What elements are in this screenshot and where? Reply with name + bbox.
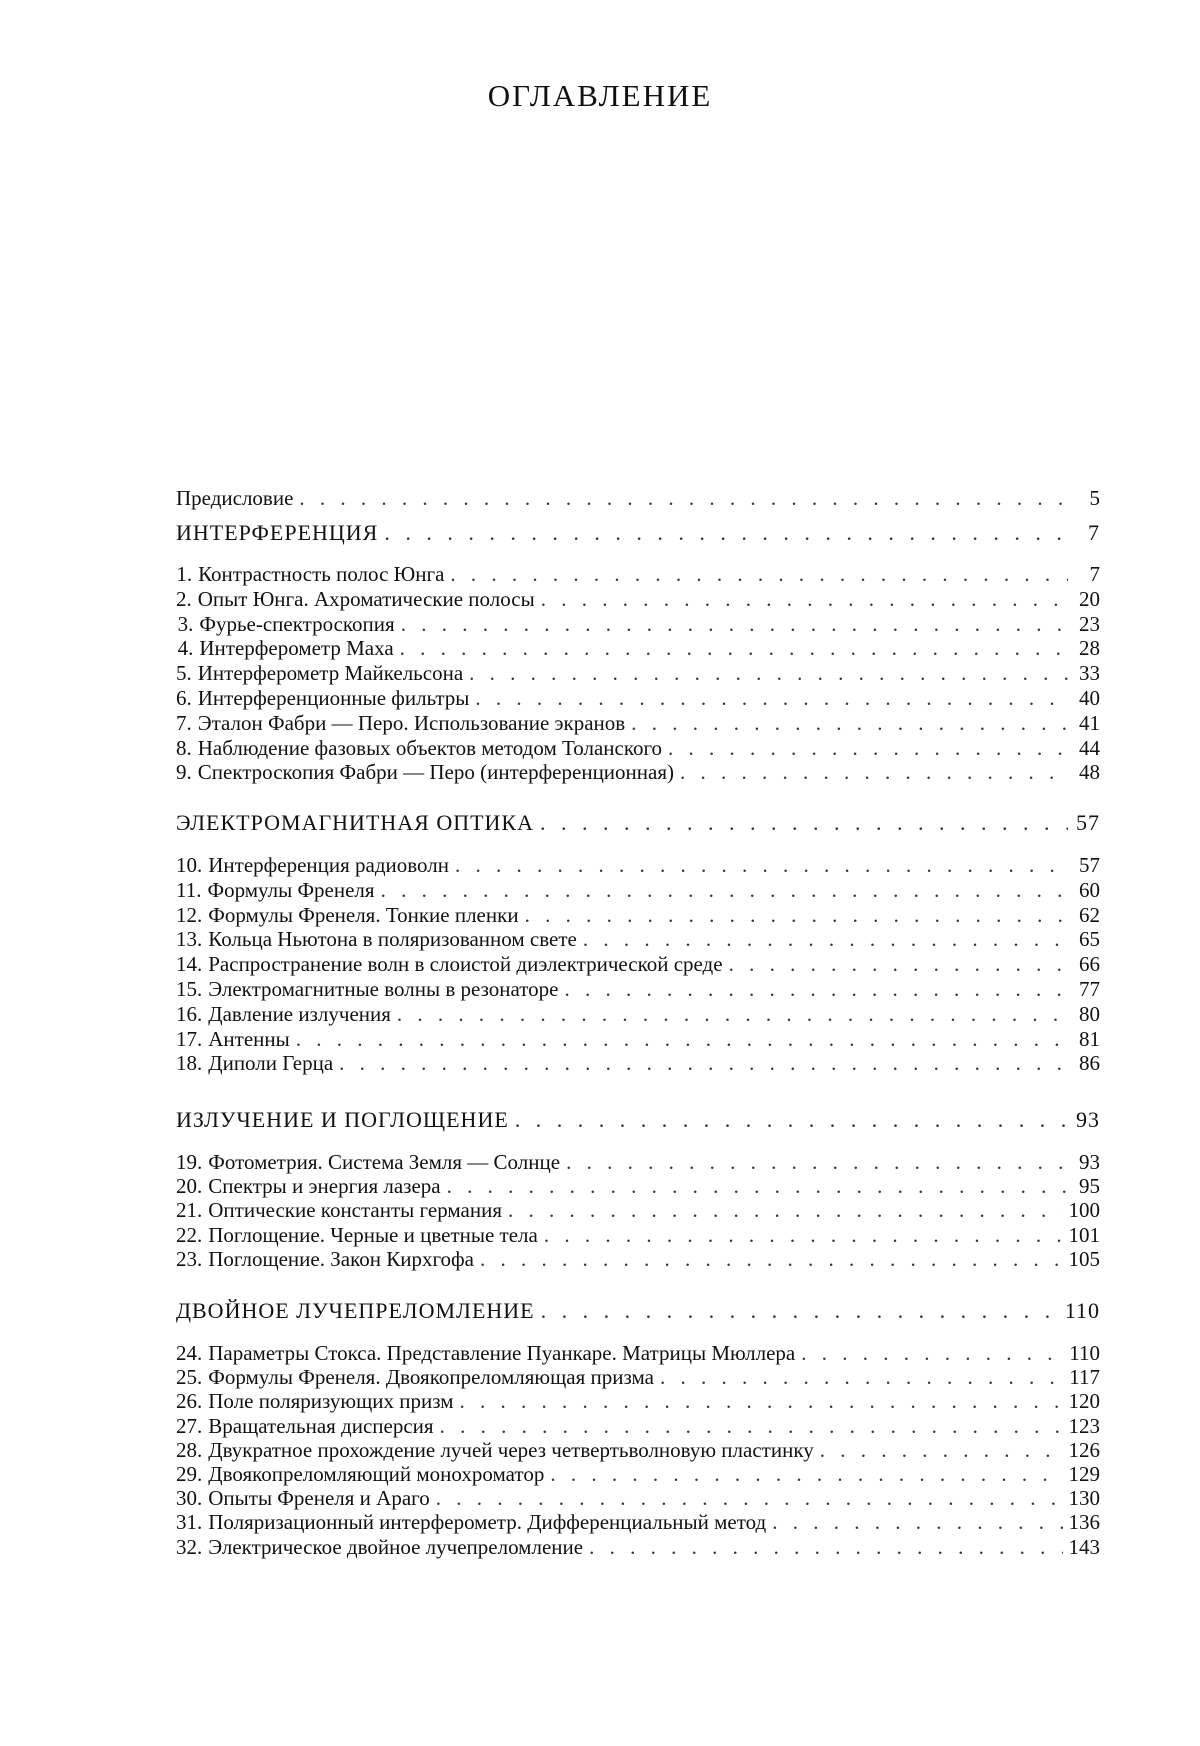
toc-entry[interactable] (176, 611, 1100, 637)
toc-entry[interactable] (176, 1050, 1100, 1076)
page-number: 130 (1068, 1486, 1100, 1510)
toc-entry-label: Давление излучения (208, 1002, 391, 1026)
page-number: 65 (1079, 927, 1100, 951)
page-title: ОГЛАВЛЕНИЕ (487, 78, 713, 113)
toc-entry[interactable] (176, 1197, 1100, 1223)
toc-entry[interactable] (176, 1364, 1100, 1390)
toc-entry-label: Эталон Фабри — Перо. Использование экранов (197, 711, 626, 735)
dot-leader (583, 926, 1068, 952)
dot-leader (299, 485, 1068, 511)
toc-entry-number: 3. (177, 612, 194, 636)
toc-entry-label: Интерференционные фильтры (197, 686, 470, 710)
toc-entry-label: Опыты Френеля и Араго (208, 1486, 430, 1510)
toc-entry-number: 18. (176, 1051, 203, 1075)
page-number: 57 (1076, 810, 1100, 835)
toc-entry-number: 30. (176, 1486, 203, 1510)
toc-entry-label: Распространение волн в слоистой диэлектрической среде (208, 952, 723, 976)
dot-leader (772, 1509, 1062, 1535)
toc-entry-number: 5. (176, 661, 192, 685)
toc-entry-number: 27. (176, 1414, 203, 1438)
toc-entry-label: Поляризационный интерферометр. Дифференциальный метод (208, 1510, 767, 1534)
dot-leader (455, 852, 1068, 878)
page-number: 62 (1079, 903, 1100, 927)
toc-entry[interactable] (176, 951, 1100, 977)
toc-entry-label: Спектроскопия Фабри — Перо (интерференционная) (197, 760, 674, 784)
toc-entry[interactable] (176, 1413, 1100, 1439)
toc-entry[interactable] (176, 1461, 1100, 1487)
toc-entry-label: Вращательная дисперсия (208, 1414, 434, 1438)
page-number: 101 (1068, 1223, 1100, 1247)
toc-entry-label: Предисловие (176, 486, 294, 510)
toc-entry-number: 13. (176, 927, 203, 951)
dot-leader (820, 1437, 1063, 1463)
toc-entry-number: 9. (176, 760, 192, 784)
page-number: 44 (1079, 736, 1100, 760)
toc-entry[interactable] (176, 759, 1100, 785)
dot-leader (296, 1026, 1068, 1052)
section-title: ИЗЛУЧЕНИЕ И ПОГЛОЩЕНИЕ (176, 1107, 509, 1132)
dot-leader (475, 685, 1068, 711)
page-number: 120 (1068, 1389, 1100, 1413)
section-title: ИНТЕРФЕРЕНЦИЯ (176, 520, 379, 545)
page-number: 20 (1079, 587, 1100, 611)
toc-entry[interactable] (176, 926, 1100, 952)
page-number: 48 (1079, 760, 1100, 784)
toc-entry-number: 1. (176, 562, 193, 586)
toc-entry-label: Электромагнитные волны в резонаторе (208, 977, 559, 1001)
page-number: 40 (1079, 686, 1100, 710)
toc-entry-number: 4. (177, 636, 194, 660)
toc-entry-label: Формулы Френеля (207, 878, 375, 902)
toc-entry[interactable] (176, 685, 1100, 711)
section-title: ЭЛЕКТРОМАГНИТНАЯ ОПТИКА (176, 810, 534, 835)
toc-entry[interactable] (176, 710, 1100, 736)
toc-entry-label: Оптические константы германия (208, 1198, 502, 1222)
toc-entry-label: Поглощение. Закон Кирхгофа (208, 1247, 474, 1271)
toc-entry-label: Поле поляризующих призм (208, 1389, 454, 1413)
toc-entry-label: Наблюдение фазовых объектов методом Толанского (197, 736, 663, 760)
dot-leader (384, 520, 1068, 546)
dot-leader (447, 1173, 1068, 1199)
dot-leader (541, 1298, 1059, 1324)
toc-entry-label: Интерференция радиоволн (208, 853, 449, 877)
page-number: 80 (1079, 1002, 1100, 1026)
toc-entry-preface[interactable] (176, 485, 1100, 511)
page-number: 95 (1079, 1174, 1100, 1198)
toc-entry-number: 7. (176, 711, 192, 735)
dot-leader (508, 1197, 1063, 1223)
toc-entry-number: 10. (176, 853, 203, 877)
toc-entry-label: Формулы Френеля. Тонкие пленки (208, 903, 519, 927)
toc-entry-number: 2. (176, 587, 192, 611)
toc-entry-number: 8. (176, 736, 192, 760)
page-number: 105 (1068, 1247, 1100, 1271)
page-number: 28 (1079, 636, 1100, 660)
toc-entry[interactable] (176, 660, 1100, 686)
toc-entry[interactable] (176, 586, 1100, 612)
toc-entry[interactable] (176, 902, 1100, 928)
toc-entry[interactable] (176, 1534, 1100, 1560)
dot-leader (801, 1340, 1063, 1366)
toc-entry[interactable] (176, 1246, 1100, 1272)
toc-entry-number: 25. (176, 1365, 203, 1389)
dot-leader (541, 586, 1068, 612)
dot-leader (400, 635, 1068, 661)
page-number: 33 (1079, 661, 1100, 685)
page-number: 129 (1068, 1462, 1100, 1486)
page-number: 100 (1068, 1198, 1100, 1222)
toc-entry-number: 17. (176, 1027, 203, 1051)
page-number: 77 (1079, 977, 1100, 1001)
toc-entry-number: 21. (176, 1198, 203, 1222)
toc-entry-number: 15. (176, 977, 203, 1001)
toc-section-heading[interactable] (176, 1298, 1100, 1324)
dot-leader (401, 611, 1068, 637)
toc-entry[interactable] (176, 1388, 1100, 1414)
page-number: 123 (1068, 1414, 1100, 1438)
toc-section-heading[interactable] (176, 810, 1100, 836)
toc-entry-number: 29. (176, 1462, 203, 1486)
toc-entry-number: 32. (176, 1535, 203, 1559)
toc-entry-number: 31. (176, 1510, 203, 1534)
dot-leader (525, 902, 1068, 928)
toc-entry-label: Интерферометр Маха (199, 636, 394, 660)
page-number: 93 (1076, 1107, 1100, 1132)
page-number: 143 (1068, 1535, 1100, 1559)
dot-leader (540, 810, 1068, 836)
page-number: 57 (1079, 853, 1100, 877)
section-title: ДВОЙНОЕ ЛУЧЕПРЕЛОМЛЕНИЕ (176, 1298, 535, 1323)
toc-entry[interactable] (176, 877, 1100, 903)
toc-entry-number: 12. (176, 903, 203, 927)
toc-entry[interactable] (176, 1149, 1100, 1175)
page-number: 93 (1079, 1150, 1100, 1174)
toc-entry-number: 22. (176, 1223, 203, 1247)
toc-entry-label: Двукратное прохождение лучей через четвертьволновую пластинку (208, 1438, 814, 1462)
toc-entry-label: Формулы Френеля. Двоякопреломляющая призма (208, 1365, 654, 1389)
toc-entry-number: 6. (176, 686, 192, 710)
dot-leader (339, 1050, 1068, 1076)
toc-entry[interactable] (176, 735, 1100, 761)
toc-entry-label: Поглощение. Черные и цветные тела (208, 1223, 538, 1247)
page-number: 23 (1079, 612, 1100, 636)
toc-entry-label: Кольца Ньютона в поляризованном свете (208, 927, 577, 951)
page-number: 110 (1064, 1298, 1100, 1323)
page-number: 7 (1089, 562, 1100, 586)
page-number: 60 (1079, 878, 1100, 902)
dot-leader (480, 1246, 1063, 1272)
toc-entry-number: 23. (176, 1247, 203, 1271)
toc-entry[interactable] (176, 1485, 1100, 1511)
toc-entry-number: 14. (176, 952, 203, 976)
toc-entry-number: 11. (176, 878, 202, 902)
toc-entry-label: Интерферометр Майкельсона (197, 661, 464, 685)
toc-entry-number: 20. (176, 1174, 203, 1198)
toc-entry[interactable] (176, 1001, 1100, 1027)
page-number: 136 (1068, 1510, 1100, 1534)
toc-entry[interactable] (176, 1026, 1100, 1052)
toc-entry-number: 16. (176, 1002, 203, 1026)
dot-leader (460, 1388, 1063, 1414)
toc-entry-label: Антенны (208, 1027, 290, 1051)
dot-leader (550, 1461, 1062, 1487)
dot-leader (589, 1534, 1062, 1560)
dot-leader (631, 710, 1068, 736)
dot-leader (544, 1222, 1063, 1248)
toc-entry-number: 19. (176, 1150, 203, 1174)
page-number: 66 (1079, 952, 1100, 976)
toc-entry[interactable] (176, 1173, 1100, 1199)
dot-leader (397, 1001, 1068, 1027)
toc-entry-number: 28. (176, 1438, 203, 1462)
dot-leader (564, 976, 1068, 1002)
dot-leader (450, 561, 1068, 587)
toc-entry-label: Электрическое двойное лучепреломление (208, 1535, 584, 1559)
toc-entry[interactable] (176, 1509, 1100, 1535)
toc-entry[interactable] (176, 1222, 1100, 1248)
page-number: 7 (1088, 520, 1100, 545)
toc-entry[interactable] (176, 976, 1100, 1002)
toc-entry-label: Спектры и энергия лазера (208, 1174, 441, 1198)
dot-leader (381, 877, 1068, 903)
dot-leader (729, 951, 1068, 977)
toc-entry[interactable] (176, 1437, 1100, 1463)
page-number: 81 (1079, 1027, 1100, 1051)
dot-leader (515, 1107, 1068, 1133)
toc-entry[interactable] (176, 852, 1100, 878)
dot-leader (660, 1364, 1063, 1390)
page-number: 117 (1069, 1365, 1100, 1389)
toc-entry[interactable] (176, 561, 1100, 587)
toc-entry-label: Фурье-спектроскопия (199, 612, 395, 636)
page-number: 5 (1089, 486, 1100, 510)
dot-leader (680, 759, 1068, 785)
toc-entry-label: Фотометрия. Система Земля — Солнце (208, 1150, 561, 1174)
toc-entry-number: 26. (176, 1389, 203, 1413)
toc-section-heading[interactable] (176, 520, 1100, 546)
toc-entry-label: Двоякопреломляющий монохроматор (208, 1462, 545, 1486)
toc-entry-number: 24. (176, 1341, 203, 1365)
dot-leader (566, 1149, 1068, 1175)
page-number: 126 (1068, 1438, 1100, 1462)
toc-entry-label: Параметры Стокса. Представление Пуанкаре. Матрицы Мюллера (208, 1341, 796, 1365)
toc-entry-label: Опыт Юнга. Ахроматические полосы (197, 587, 535, 611)
page-number: 86 (1079, 1051, 1100, 1075)
dot-leader (668, 735, 1068, 761)
toc-entry-label: Контрастность полос Юнга (198, 562, 445, 586)
toc-entry-label: Диполи Герца (208, 1051, 334, 1075)
dot-leader (469, 660, 1068, 686)
dot-leader (440, 1413, 1063, 1439)
toc-section-heading[interactable] (176, 1107, 1100, 1133)
page-number: 110 (1069, 1341, 1100, 1365)
toc-entry[interactable] (176, 635, 1100, 661)
dot-leader (436, 1485, 1063, 1511)
toc-entry[interactable] (176, 1340, 1100, 1366)
page-number: 41 (1079, 711, 1100, 735)
